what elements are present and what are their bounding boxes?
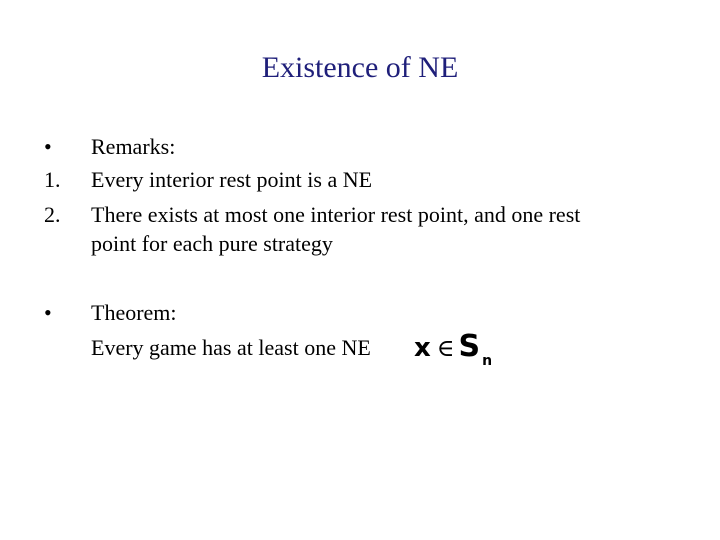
remark-text: There exists at most one interior rest point, and one rest [91,202,581,227]
list-number: 2. [44,202,61,227]
slide-title: Existence of NE [261,51,459,84]
bullet-marker: • [44,300,52,325]
remark-text: Every interior rest point is a NE [91,167,373,192]
math-set: S [458,329,481,364]
list-number: 1. [44,167,61,192]
math-variable: x [414,333,431,363]
remarks-label: Remarks: [91,134,176,159]
math-expression [414,329,492,369]
remark-text-continuation: point for each pure strategy [91,231,333,256]
bullet-marker: • [44,134,52,159]
element-of-symbol: ∈ [436,334,455,362]
theorem-label: Theorem: [91,300,177,325]
theorem-statement: Every game has at least one NE [91,335,371,360]
math-subscript: n [482,353,493,369]
